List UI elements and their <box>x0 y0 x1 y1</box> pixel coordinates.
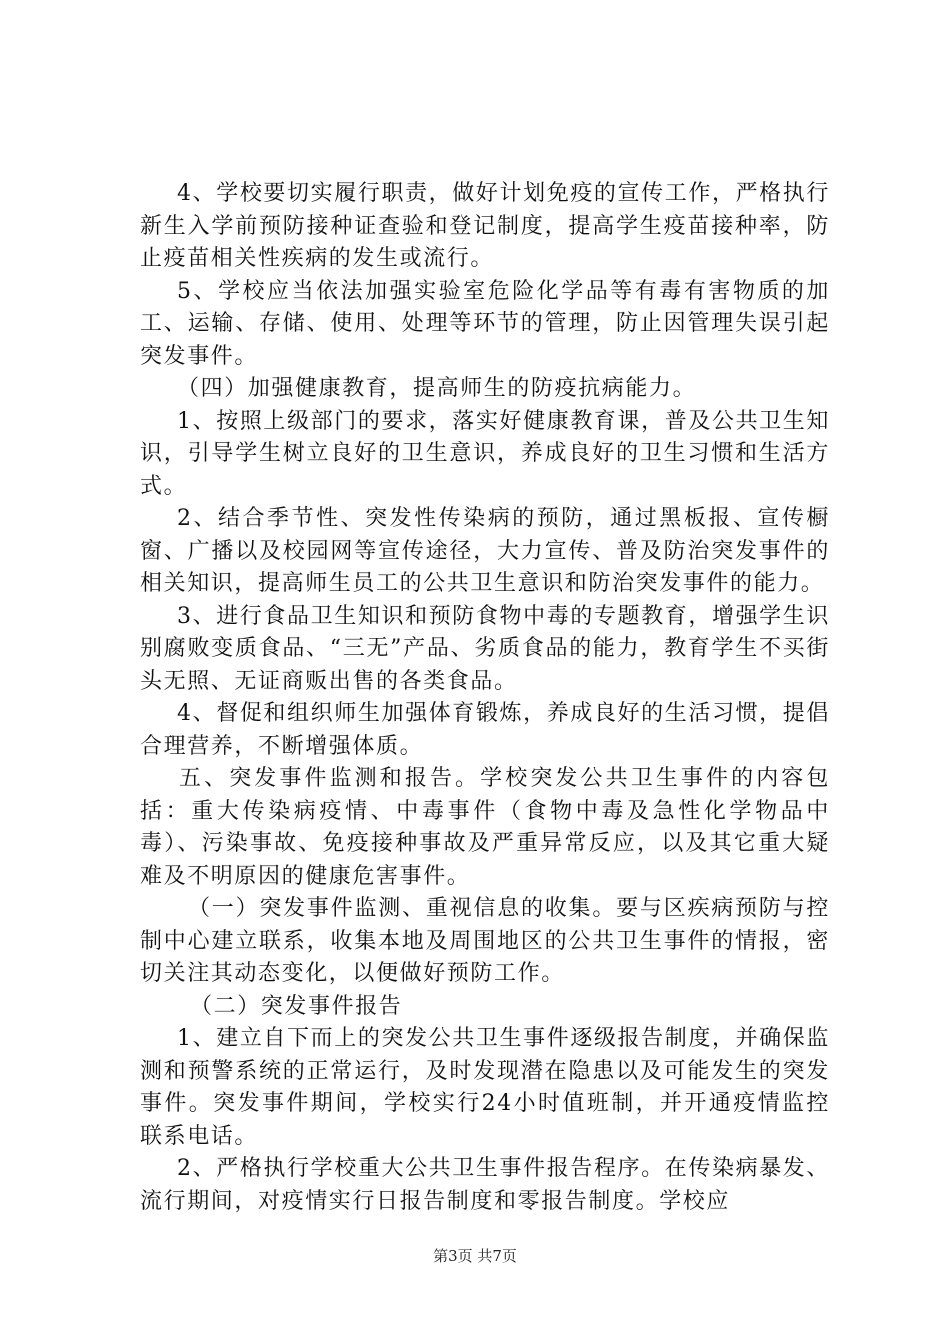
paragraph-monitoring: （一）突发事件监测、重视信息的收集。要与区疾病预防与控制中心建立联系，收集本地及周围地区的公共卫生事件的情报，密切关注其动态变化，以便做好预防工作。 <box>140 896 830 986</box>
paragraph-health-course: 1、按照上级部门的要求，落实好健康教育课，普及公共卫生知识，引导学生树立良好的卫生意识，养成良好的卫生习惯和生活方式。 <box>140 408 830 499</box>
heading-health-education: （四）加强健康教育，提高师生的防疫抗病能力。 <box>177 376 697 401</box>
paragraph-immunization: 4、学校要切实履行职责，做好计划免疫的宣传工作，严格执行新生入学前预防接种证查验和登记制度，提高学生疫苗接种率，防止疫苗相关性疾病的发生或流行。 <box>140 181 830 271</box>
paragraph-lab-chemicals: 5、学校应当依法加强实验室危险化学品等有毒有害物质的加工、运输、存储、使用、处理等环节的管理，防止因管理失误引起突发事件。 <box>140 278 830 369</box>
heading-incident-report: （二）突发事件报告 <box>190 993 403 1019</box>
paragraph-food-safety: 3、进行食品卫生知识和预防食物中毒的专题教育，增强学生识别腐败变质食品、“三无”产品、劣质食品的能力，教育学生不买街头无照、无证商贩出售的各类食品。 <box>140 603 830 694</box>
heading-monitoring-reporting: 五、突发事件监测和报告。学校突发公共卫生事件的内容包括：重大传染病疫情、中毒事件（食物中毒及急性化学物品中毒）、污染事故、免疫接种事故及严重异常反应，以及其它重大疑难及不明原因的健康危害事件。 <box>140 766 830 889</box>
paragraph-report-procedure: 2、严格执行学校重大公共卫生事件报告程序。在传染病暴发、流行期间，对疫情实行日报告制度和零报告制度。学校应 <box>140 1156 830 1214</box>
paragraph-report-system: 1、建立自下而上的突发公共卫生事件逐级报告制度，并确保监测和预警系统的正常运行，及时发现潜在隐患以及可能发生的突发事件。突发事件期间，学校实行24小时值班制，并开通疫情监控联系电话。 <box>140 1026 830 1149</box>
page-number-footer: 第3页 共7页 <box>433 1247 517 1265</box>
paragraph-physical-exercise: 4、督促和组织师生加强体育锻炼，养成良好的生活习惯，提倡合理营养，不断增强体质。 <box>140 701 830 759</box>
paragraph-seasonal-disease: 2、结合季节性、突发性传染病的预防，通过黑板报、宣传橱窗、广播以及校园网等宣传途径，大力宣传、普及防治突发事件的相关知识，提高师生员工的公共卫生意识和防治突发事件的能力。 <box>140 506 830 596</box>
document-body <box>140 178 830 1218</box>
